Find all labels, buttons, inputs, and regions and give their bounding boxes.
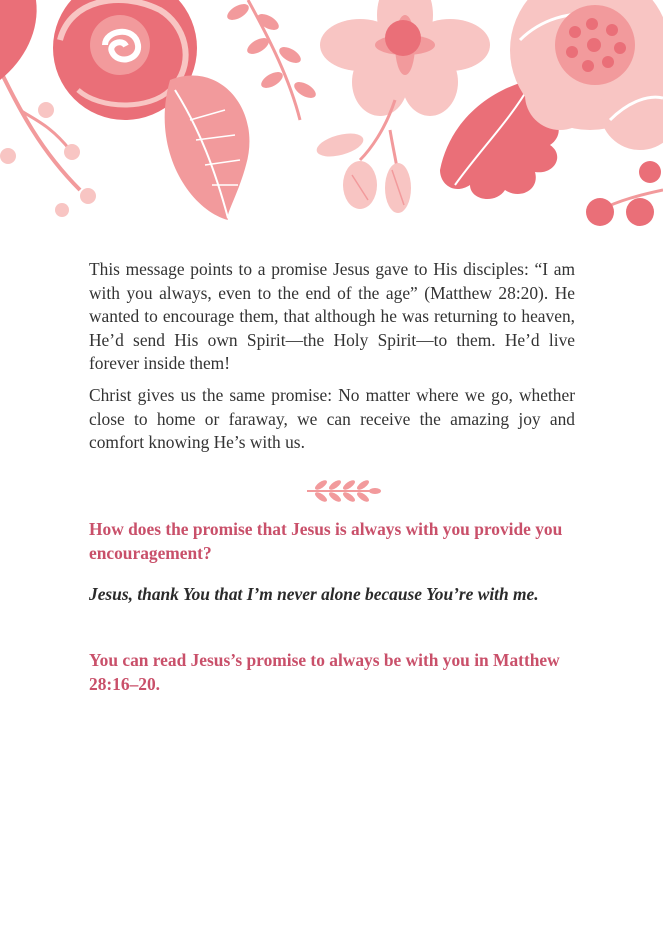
bud-branch-icon: [314, 100, 411, 213]
big-leaf-icon: [165, 76, 250, 220]
fern-sprig-icon: [225, 0, 319, 120]
leaf-left-icon: [0, 0, 37, 80]
star-flower-icon: [320, 0, 490, 116]
berry-cluster-right-icon: [586, 161, 663, 226]
scripture-reading-note: You can read Jesus’s promise to always be with you in Matthew 28:16–20.: [89, 650, 560, 694]
devotional-body: [89, 258, 575, 463]
prayer-text: Jesus, thank You that I’m never alone because You’re with me.: [89, 584, 539, 604]
body-paragraph-2: Christ gives us the same promise: No matter where we go, whether close to home or faraway, we can receive the amazing joy and comfort knowing He’s with us.: [89, 384, 575, 453]
floral-header-illustration: [0, 0, 663, 240]
leaf-sprig-divider-icon: [305, 478, 381, 504]
reflection-question: How does the promise that Jesus is always with you provide you encouragement?: [89, 519, 563, 563]
body-paragraph-1: This message points to a promise Jesus gave to His disciples: “I am with you always, even to the end of the age” (Matthew 28:20). He wanted to encourage them, that although he was returning to heaven, He’d send His own Spirit—the Holy Spirit—to them. He’d live forever inside them!: [89, 259, 575, 374]
